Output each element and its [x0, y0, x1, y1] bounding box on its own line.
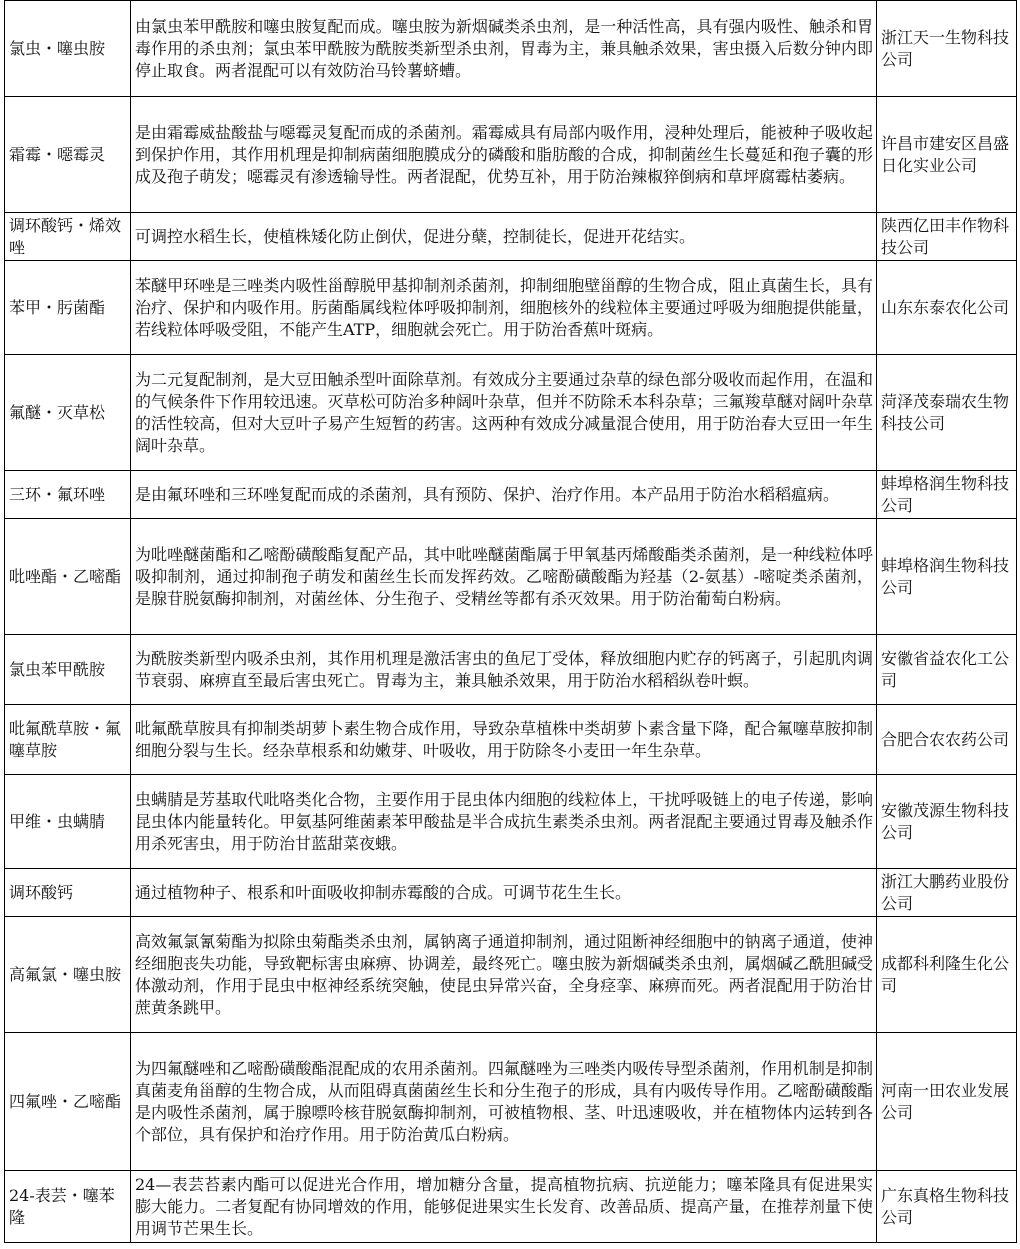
table-row [5, 355, 1017, 471]
company-name: 安徽茂源生物科技公司 [877, 775, 1017, 869]
product-description: 通过植物种子、根系和叶面吸收抑制赤霉酸的合成。可调节花生生长。 [131, 869, 877, 917]
company-name: 合肥合农农药公司 [877, 705, 1017, 775]
table-row [5, 917, 1017, 1033]
product-description: 为二元复配制剂，是大豆田触杀型叶面除草剂。有效成分主要通过杂草的绿色部分吸收而起作用，在温和的气候条件下作用较迅速。灭草松可防治多种阔叶杂草，但并不防除禾本科杂草；三氟羧草醚对阔叶杂草的活性较高，但对大豆叶子易产生短暂的药害。这两种有效成分减量混合使用，用于防治春大豆田一年生阔叶杂草。 [131, 355, 877, 471]
table-row [5, 705, 1017, 775]
product-name: 霜霉・噁霉灵 [5, 97, 131, 213]
product-description: 为酰胺类新型内吸杀虫剂，其作用机理是激活害虫的鱼尼丁受体，释放细胞内贮存的钙离子，引起肌肉调节衰弱、麻痹直至最后害虫死亡。胃毒为主，兼具触杀效果，用于防治水稻稻纵卷叶螟。 [131, 635, 877, 705]
company-name: 山东东泰农化公司 [877, 261, 1017, 355]
product-name: 氯虫・噻虫胺 [5, 1, 131, 97]
company-name: 蚌埠格润生物科技公司 [877, 519, 1017, 635]
product-name: 调环酸钙 [5, 869, 131, 917]
company-name: 浙江天一生物科技公司 [877, 1, 1017, 97]
product-description: 高效氟氯氰菊酯为拟除虫菊酯类杀虫剂，属钠离子通道抑制剂，通过阻断神经细胞中的钠离子通道，使神经细胞丧失功能，导致靶标害虫麻痹、协调差，最终死亡。噻虫胺为新烟碱类杀虫剂，属烟碱乙酰胆碱受体激动剂，作用于昆虫中枢神经系统突触，使昆虫异常兴奋，全身痉挛、麻痹而死。两者混配用于防治甘蔗黄条跳甲。 [131, 917, 877, 1033]
product-description: 可调控水稻生长，使植株矮化防止倒伏，促进分蘖，控制徒长，促进开花结实。 [131, 213, 877, 261]
table-row [5, 1033, 1017, 1171]
product-description: 为四氟醚唑和乙嘧酚磺酸酯混配成的农用杀菌剂。四氟醚唑为三唑类内吸传导型杀菌剂，作用机制是抑制真菌麦角甾醇的生物合成，从而阻碍真菌菌丝生长和分生孢子的形成，具有内吸传导作用。乙嘧酚磺酸酯是内吸性杀菌剂，属于腺嘌呤核苷脱氨酶抑制剂，可被植物根、茎、叶迅速吸收，并在植物体内运转到各个部位，具有保护和治疗作用。用于防治黄瓜白粉病。 [131, 1033, 877, 1171]
company-name: 安徽省益农化工公司 [877, 635, 1017, 705]
product-name: 三环・氟环唑 [5, 471, 131, 519]
pesticide-table [4, 0, 1017, 1243]
product-name: 四氟唑・乙嘧酯 [5, 1033, 131, 1171]
product-name: 甲维・虫螨腈 [5, 775, 131, 869]
product-name: 氯虫苯甲酰胺 [5, 635, 131, 705]
product-description: 是由氟环唑和三环唑复配而成的杀菌剂，具有预防、保护、治疗作用。本产品用于防治水稻稻瘟病。 [131, 471, 877, 519]
product-name: 吡氟酰草胺・氟噻草胺 [5, 705, 131, 775]
table-row [5, 869, 1017, 917]
company-name: 许昌市建安区昌盛日化实业公司 [877, 97, 1017, 213]
product-name: 调环酸钙・烯效唑 [5, 213, 131, 261]
table-row [5, 775, 1017, 869]
table-row [5, 213, 1017, 261]
company-name: 菏泽茂泰瑞农生物科技公司 [877, 355, 1017, 471]
product-description: 24—表芸苔素内酯可以促进光合作用，增加糖分含量，提高植物抗病、抗逆能力；噻苯隆具有促进果实膨大能力。二者复配有协同增效的作用，能够促进果实生长发育、改善品质、提高产量，在推荐剂量下使用调节芒果生长。 [131, 1171, 877, 1243]
product-name: 高氟氯・噻虫胺 [5, 917, 131, 1033]
table-row [5, 97, 1017, 213]
product-name: 苯甲・肟菌酯 [5, 261, 131, 355]
product-name: 吡唑酯・乙嘧酯 [5, 519, 131, 635]
company-name: 广东真格生物科技公司 [877, 1171, 1017, 1243]
product-name: 24-表芸・噻苯隆 [5, 1171, 131, 1243]
product-name: 氟醚・灭草松 [5, 355, 131, 471]
company-name: 陕西亿田丰作物科技公司 [877, 213, 1017, 261]
product-description: 是由霜霉威盐酸盐与噁霉灵复配而成的杀菌剂。霜霉威具有局部内吸作用，浸种处理后，能被种子吸收起到保护作用，其作用机理是抑制病菌细胞膜成分的磷酸和脂肪酸的合成，抑制菌丝生长蔓延和孢子囊的形成及孢子萌发；噁霉灵有渗透输导性。两者混配，优势互补，用于防治辣椒猝倒病和草坪腐霉枯萎病。 [131, 97, 877, 213]
table-row [5, 471, 1017, 519]
product-description: 吡氟酰草胺具有抑制类胡萝卜素生物合成作用，导致杂草植株中类胡萝卜素含量下降，配合氟噻草胺抑制细胞分裂与生长。经杂草根系和幼嫩芽、叶吸收，用于防除冬小麦田一年生杂草。 [131, 705, 877, 775]
table-row [5, 635, 1017, 705]
product-description: 虫螨腈是芳基取代吡咯类化合物，主要作用于昆虫体内细胞的线粒体上，干扰呼吸链上的电子传递，影响昆虫体内能量转化。甲氨基阿维菌素苯甲酸盐是半合成抗生素类杀虫剂。两者混配主要通过胃毒及触杀作用杀死害虫，用于防治甘蓝甜菜夜蛾。 [131, 775, 877, 869]
table-row [5, 1171, 1017, 1243]
table-row [5, 519, 1017, 635]
table-row [5, 1, 1017, 97]
product-description: 苯醚甲环唑是三唑类内吸性甾醇脱甲基抑制剂杀菌剂，抑制细胞壁甾醇的生物合成，阻止真菌生长，具有治疗、保护和内吸作用。肟菌酯属线粒体呼吸抑制剂，细胞核外的线粒体主要通过呼吸为细胞提供能量，若线粒体呼吸受阻，不能产生ATP，细胞就会死亡。用于防治香蕉叶斑病。 [131, 261, 877, 355]
product-description: 由氯虫苯甲酰胺和噻虫胺复配而成。噻虫胺为新烟碱类杀虫剂，是一种活性高，具有强内吸性、触杀和胃毒作用的杀虫剂；氯虫苯甲酰胺为酰胺类新型杀虫剂，胃毒为主，兼具触杀效果，害虫摄入后数分钟内即停止取食。两者混配可以有效防治马铃薯蛴螬。 [131, 1, 877, 97]
product-description: 为吡唑醚菌酯和乙嘧酚磺酸酯复配产品，其中吡唑醚菌酯属于甲氧基丙烯酸酯类杀菌剂，是一种线粒体呼吸抑制剂，通过抑制孢子萌发和菌丝生长而发挥药效。乙嘧酚磺酸酯为羟基（2-氨基）-嘧啶类杀菌剂，是腺苷脱氨酶抑制剂，对菌丝体、分生孢子、受精丝等都有杀灭效果。用于防治葡萄白粉病。 [131, 519, 877, 635]
company-name: 河南一田农业发展公司 [877, 1033, 1017, 1171]
company-name: 浙江大鹏药业股份公司 [877, 869, 1017, 917]
company-name: 蚌埠格润生物科技公司 [877, 471, 1017, 519]
company-name: 成都科利隆生化公司 [877, 917, 1017, 1033]
table-row [5, 261, 1017, 355]
